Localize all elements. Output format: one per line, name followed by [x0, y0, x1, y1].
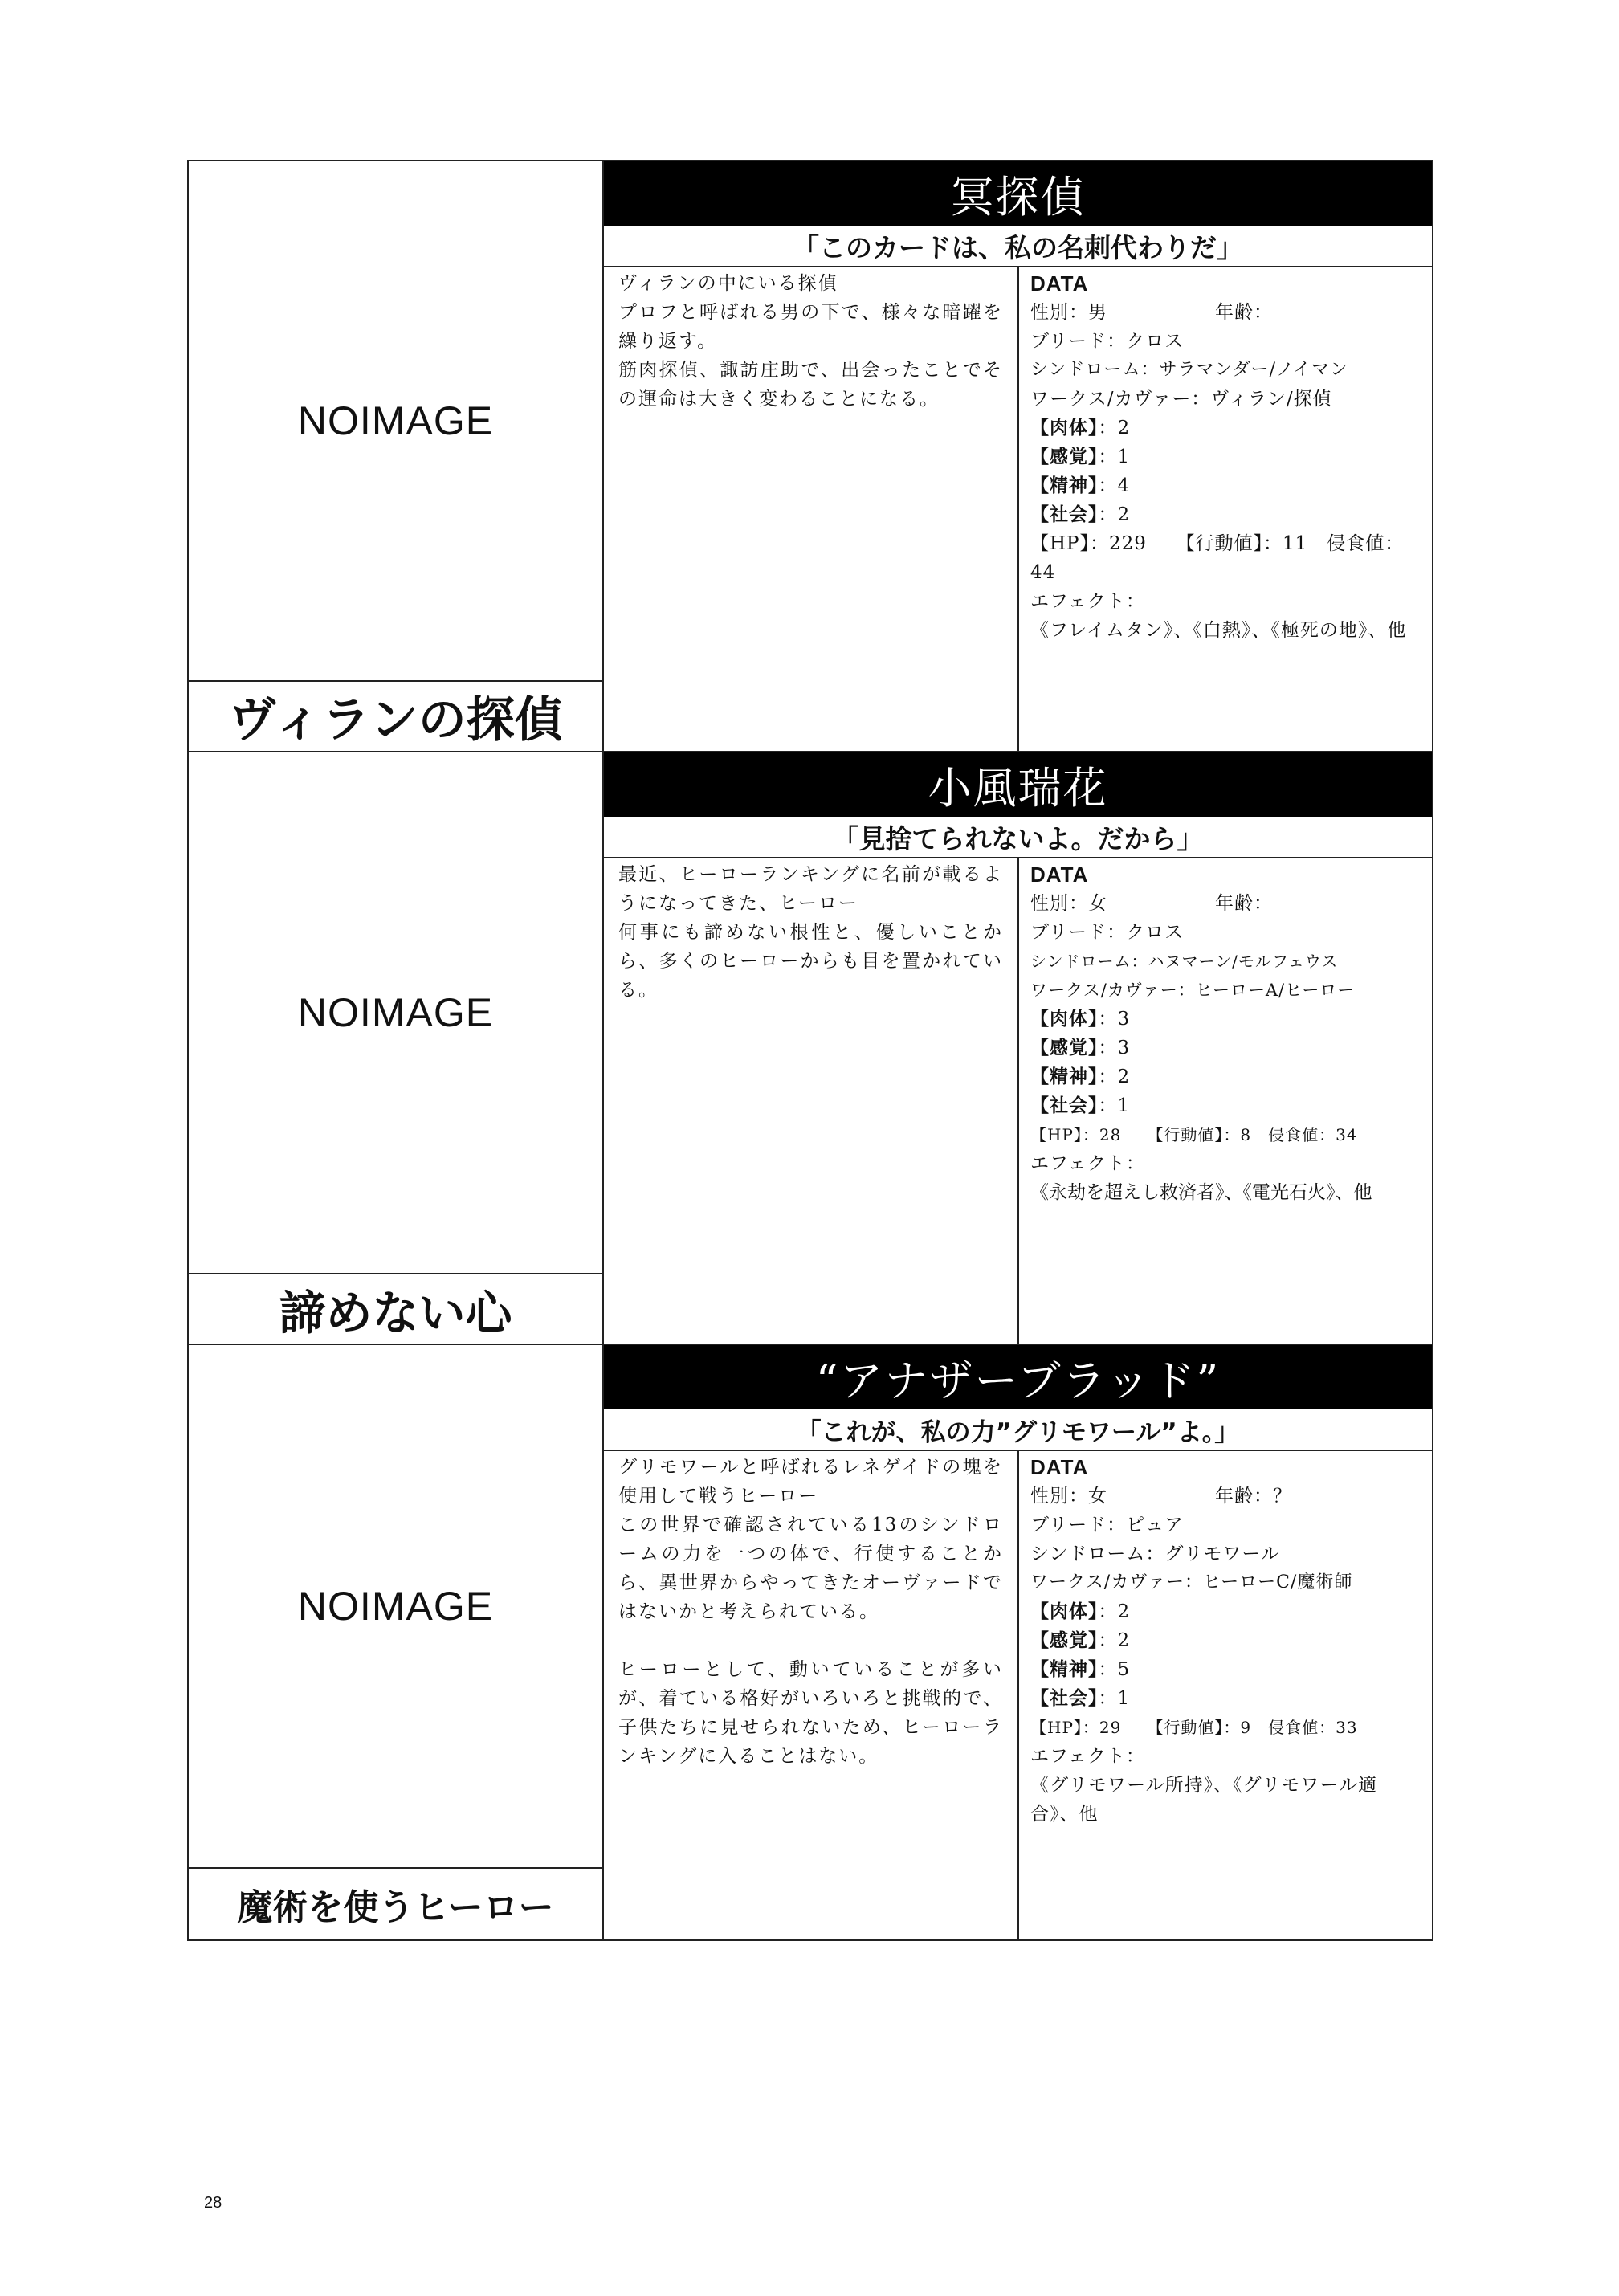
- body-value: ：3: [1098, 1009, 1131, 1030]
- mind-label: 【精神】: [1030, 1066, 1099, 1087]
- initiative-field: 【行動値】：8: [1155, 1125, 1252, 1144]
- gender-field: 性別：男: [1030, 302, 1107, 323]
- character-description: [604, 858, 1019, 1344]
- page-number: 28: [204, 2194, 222, 2212]
- character-description: [604, 1451, 1019, 1939]
- effect-label: エフェクト：: [1030, 591, 1145, 612]
- description-line: この世界で確認されている13のシンドロームの力を一つの体で、行使することから、異世界からやってきたオーヴァードではないかと考えられている。: [618, 1515, 1003, 1622]
- body-value: ：2: [1098, 1601, 1131, 1622]
- image-placeholder: NOIMAGE: [297, 990, 494, 1035]
- description-line: ヴィランの中にいる探偵: [618, 273, 838, 294]
- body-label: 【肉体】: [1030, 1601, 1099, 1622]
- description-line: 筋肉探偵、諏訪庄助で、出会ったことでその運命は大きく変わることになる。: [618, 360, 1003, 410]
- character-data: [1019, 1451, 1433, 1939]
- works-field: ワークス/カヴァー：ヴィラン/探偵: [1030, 389, 1332, 410]
- mind-label: 【精神】: [1030, 1658, 1099, 1680]
- character-name: “アナザーブラッド”: [604, 1345, 1433, 1409]
- mind-value: ：5: [1098, 1659, 1131, 1680]
- initiative-field: 【行動値】：9: [1155, 1718, 1252, 1737]
- body-label: 【肉体】: [1030, 417, 1099, 438]
- character-quote: 「これが、私の力”グリモワール”よ。」: [604, 1409, 1433, 1451]
- social-label: 【社会】: [1030, 1095, 1099, 1116]
- social-value: ：2: [1098, 504, 1131, 525]
- mind-value: ：2: [1098, 1066, 1131, 1087]
- description-line: 何事にも諦めない根性と、優しいことから、多くのヒーローからも目を置かれている。: [618, 922, 1003, 1001]
- sense-value: ：1: [1098, 447, 1131, 467]
- breed-field: ブリード：クロス: [1030, 922, 1185, 943]
- breed-field: ブリード：クロス: [1030, 331, 1185, 352]
- character-caption: 諦めない心: [189, 1273, 602, 1344]
- social-value: ：1: [1098, 1095, 1131, 1116]
- sense-value: ：2: [1098, 1630, 1131, 1651]
- sense-label: 【感覚】: [1030, 1037, 1099, 1058]
- hp-field: 【HP】：29: [1030, 1718, 1122, 1737]
- age-field: 年齢：？: [1215, 1486, 1292, 1507]
- erosion-field: 侵食値：34: [1268, 1125, 1358, 1144]
- effect-label: エフェクト：: [1030, 1153, 1145, 1174]
- image-column: [189, 1345, 604, 1939]
- character-card: [189, 752, 1433, 1345]
- effects-list: 《フレイムタン》、《白熱》、《極死の地》、他: [1030, 620, 1407, 641]
- erosion-field: 侵食値：33: [1268, 1718, 1358, 1737]
- hp-field: 【HP】：229: [1030, 533, 1147, 554]
- character-caption: ヴィランの探偵: [189, 680, 602, 751]
- effects-list: 《グリモワール所持》、《グリモワール適合》、他: [1030, 1775, 1378, 1825]
- description-line: プロフと呼ばれる男の下で、様々な暗躍を繰り返す。: [618, 302, 1003, 352]
- character-data: [1019, 858, 1433, 1344]
- image-placeholder: NOIMAGE: [297, 1584, 494, 1629]
- hp-field: 【HP】：28: [1030, 1125, 1122, 1144]
- mind-label: 【精神】: [1030, 475, 1099, 496]
- erosion-field: 侵食値：44: [1030, 533, 1405, 583]
- works-field: ワークス/カヴァー：ヒーローC/魔術師: [1030, 1572, 1353, 1593]
- works-field: ワークス/カヴァー：ヒーローA/ヒーロー: [1030, 981, 1356, 1000]
- social-label: 【社会】: [1030, 1687, 1099, 1709]
- body-value: ：2: [1098, 418, 1131, 438]
- image-placeholder: NOIMAGE: [297, 398, 494, 443]
- description-line: グリモワールと呼ばれるレネゲイドの塊を使用して戦うヒーロー: [618, 1457, 1003, 1507]
- image-column: [189, 752, 604, 1344]
- character-card: [189, 161, 1433, 752]
- character-quote: 「見捨てられないよ。だから」: [604, 817, 1433, 858]
- social-label: 【社会】: [1030, 504, 1099, 525]
- character-caption: 魔術を使うヒーロー: [189, 1867, 602, 1939]
- description-line: ヒーローとして、動いていることが多いが、着ている格好がいろいろと挑戦的で、子供たちに見せられないため、ヒーローランキングに入ることはない。: [618, 1659, 1003, 1767]
- mind-value: ：4: [1098, 475, 1131, 496]
- social-value: ：1: [1098, 1688, 1131, 1709]
- character-quote: 「このカードは、私の名刺代わりだ」: [604, 226, 1433, 267]
- data-title: DATA: [1030, 271, 1089, 296]
- character-name: 冥探偵: [604, 161, 1433, 226]
- effects-list: 《永劫を超えし救済者》、《電光石火》、他: [1030, 1182, 1372, 1203]
- age-field: 年齢：: [1215, 302, 1273, 323]
- body-label: 【肉体】: [1030, 1008, 1099, 1030]
- data-title: DATA: [1030, 863, 1089, 887]
- breed-field: ブリード：ピュア: [1030, 1515, 1185, 1535]
- character-name: 小風瑞花: [604, 752, 1433, 817]
- sense-label: 【感覚】: [1030, 1629, 1099, 1651]
- character-card: [189, 1345, 1433, 1941]
- sense-label: 【感覚】: [1030, 446, 1099, 467]
- character-sheet: [187, 160, 1433, 1941]
- description-line: 最近、ヒーローランキングに名前が載るようになってきた、ヒーロー: [618, 864, 1003, 914]
- initiative-field: 【行動値】：11: [1185, 533, 1308, 554]
- gender-field: 性別：女: [1030, 893, 1107, 914]
- effect-label: エフェクト：: [1030, 1746, 1145, 1767]
- syndrome-field: シンドローム：ハヌマーン/モルフェウス: [1030, 952, 1339, 971]
- sense-value: ：3: [1098, 1038, 1131, 1058]
- character-data: [1019, 267, 1433, 751]
- data-title: DATA: [1030, 1455, 1089, 1479]
- gender-field: 性別：女: [1030, 1486, 1107, 1507]
- image-column: [189, 161, 604, 751]
- age-field: 年齢：: [1215, 893, 1273, 914]
- character-description: [604, 267, 1019, 751]
- syndrome-field: シンドローム：グリモワール: [1030, 1544, 1280, 1564]
- syndrome-field: シンドローム：サラマンダー/ノイマン: [1030, 360, 1349, 380]
